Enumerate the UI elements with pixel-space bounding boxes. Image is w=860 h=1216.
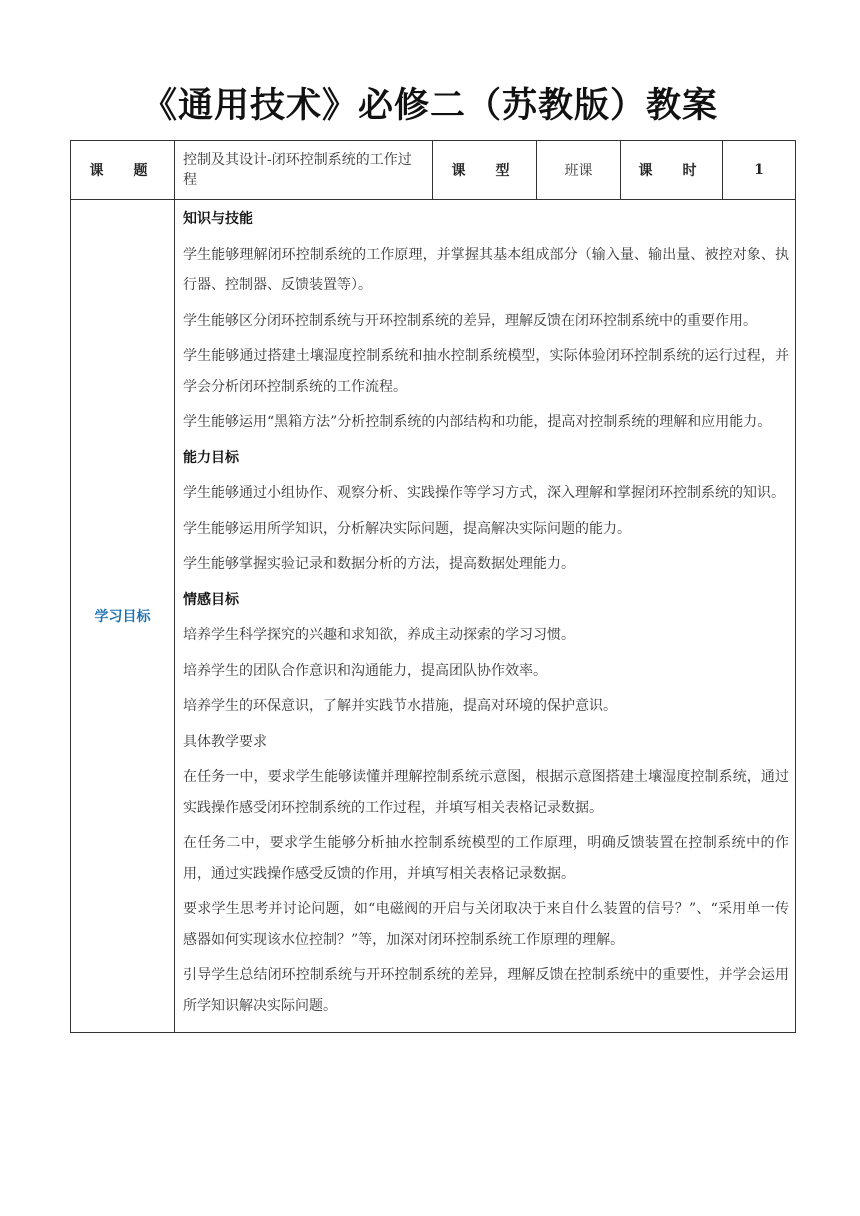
page-title: 《通用技术》必修二（苏教版）教案 [141, 86, 718, 126]
goal-paragraph: 学生能够通过搭建土壤湿度控制系统和抽水控制系统模型，实际体验闭环控制系统的运行过程，并学会分析闭环控制系统的工作流程。 [183, 348, 789, 395]
goal-paragraph: 学生能够区分闭环控制系统与开环控制系统的差异，理解反馈在闭环控制系统中的重要作用。 [183, 312, 757, 329]
goal-paragraph: 培养学生的环保意识，了解并实践节水措施，提高对环境的保护意识。 [183, 698, 617, 714]
type-label: 课 型 [433, 141, 537, 200]
goal-paragraph: 学生能够运用所学知识，分析解决实际问题，提高解决实际问题的能力。 [183, 520, 631, 537]
topic-value: 控制及其设计-闭环控制系统的工作过程 [175, 141, 433, 200]
section-heading: 情感目标 [183, 591, 239, 608]
goal-paragraph: 在任务二中，要求学生能够分析抽水控制系统模型的工作原理，明确反馈装置在控制系统中的作用，通过实践操作感受反馈的作用，并填写相关表格记录数据。 [183, 835, 789, 882]
type-value: 班课 [537, 141, 621, 200]
hours-value: 1 [723, 141, 796, 200]
goals-label: 学习目标 [71, 200, 175, 1033]
goal-paragraph: 学生能够理解闭环控制系统的工作原理，并掌握其基本组成部分（输入量、输出量、被控对象、执行器、控制器、反馈装置等）。 [183, 246, 789, 293]
goal-paragraph: 学生能够通过小组协作、观察分析、实践操作等学习方式，深入理解和掌握闭环控制系统的知识。 [183, 485, 785, 501]
goals-row [71, 200, 796, 1033]
header-row [71, 141, 796, 200]
goal-paragraph: 具体教学要求 [183, 733, 267, 750]
goal-paragraph: 要求学生思考并讨论问题，如“电磁阀的开启与关闭取决于来自什么装置的信号？”、“采用单一传感器如何实现该水位控制？”等，加深对闭环控制系统工作原理的理解。 [183, 901, 789, 948]
goal-paragraph: 学生能够运用“黑箱方法”分析控制系统的内部结构和功能，提高对控制系统的理解和应用能力。 [183, 414, 772, 430]
goal-paragraph: 培养学生科学探究的兴趣和求知欲，养成主动探索的学习习惯。 [183, 627, 575, 643]
goal-paragraph: 在任务一中，要求学生能够读懂并理解控制系统示意图，根据示意图搭建土壤湿度控制系统，通过实践操作感受闭环控制系统的工作过程，并填写相关表格记录数据。 [183, 769, 789, 816]
goal-paragraph: 学生能够掌握实验记录和数据分析的方法，提高数据处理能力。 [183, 556, 575, 572]
goal-paragraph: 培养学生的团队合作意识和沟通能力，提高团队协作效率。 [183, 662, 547, 679]
goal-paragraph: 引导学生总结闭环控制系统与开环控制系统的差异，理解反馈在控制系统中的重要性，并学会运用所学知识解决实际问题。 [183, 967, 789, 1014]
topic-label: 课 题 [71, 141, 175, 200]
section-heading: 知识与技能 [183, 211, 253, 227]
section-heading: 能力目标 [183, 449, 239, 466]
hours-label: 课 时 [621, 141, 723, 200]
goals-content [175, 200, 796, 1033]
lesson-plan-table [70, 140, 796, 1033]
